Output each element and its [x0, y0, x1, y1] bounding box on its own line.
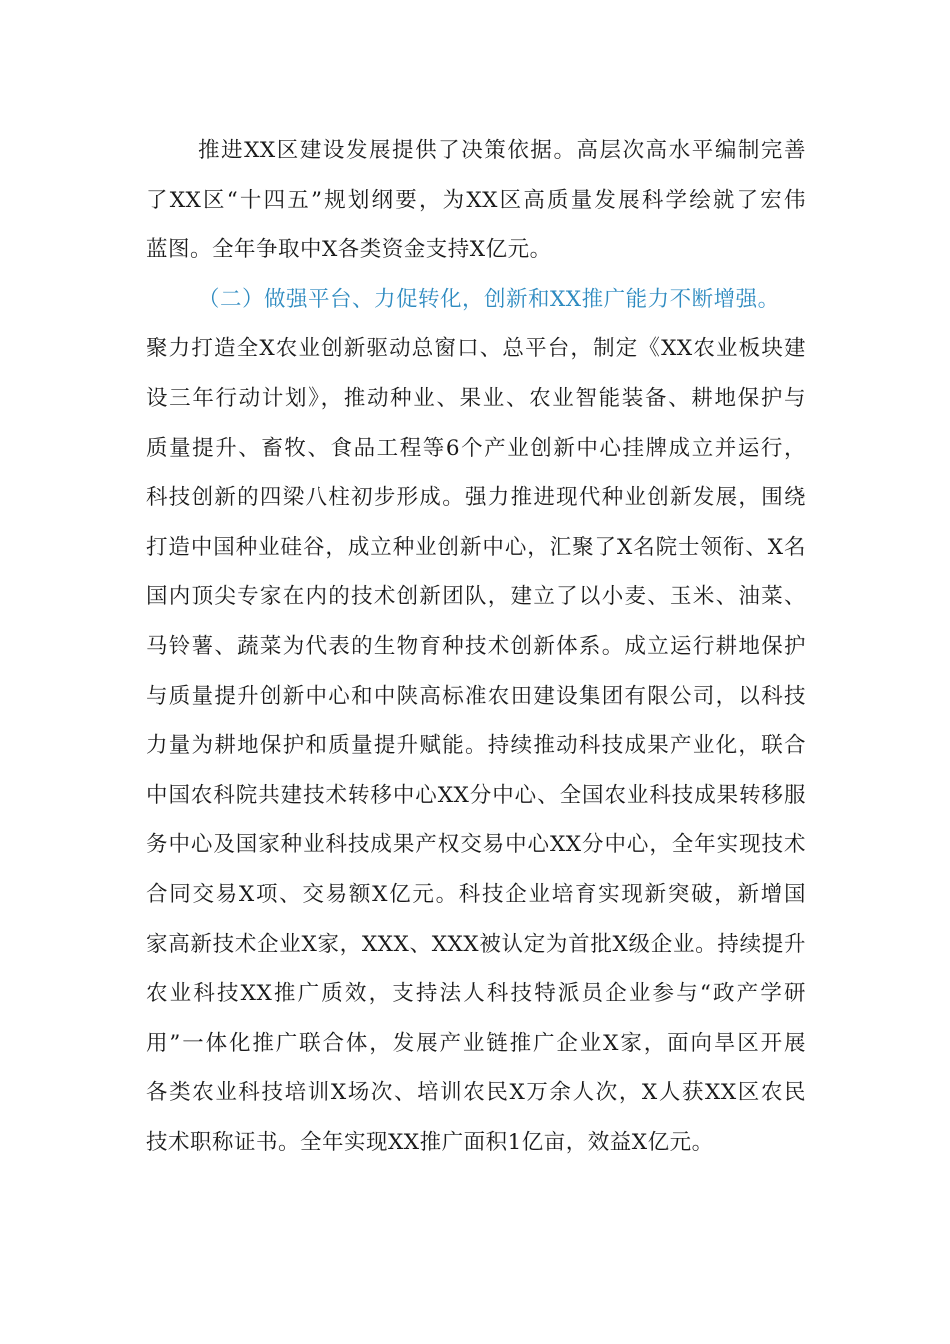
paragraph-1-line-2: 了XX区“十四五”规划纲要，为XX区高质量发展科学绘就了宏伟	[146, 187, 806, 213]
paragraph-2-line-14: 农业科技XX推广质效，支持法人科技特派员企业参与“政产学研	[146, 981, 806, 1007]
paragraph-2-line-16: 各类农业科技培训X场次、培训农民X万余人次，X人获XX区农民	[146, 1080, 806, 1106]
paragraph-2-line-9: 力量为耕地保护和质量提升赋能。持续推动科技成果产业化，联合	[146, 733, 806, 759]
paragraph-2-line-12: 合同交易X项、交易额X亿元。科技企业培育实现新突破，新增国	[146, 881, 806, 907]
paragraph-1-line-1: 推进XX区建设发展提供了决策依据。高层次高水平编制完善	[198, 138, 806, 163]
paragraph-2-line-6: 国内顶尖专家在内的技术创新团队，建立了以小麦、玉米、油菜、	[146, 584, 806, 610]
paragraph-2-line-1: 聚力打造全X农业创新驱动总窗口、总平台，制定《XX农业板块建	[146, 336, 806, 362]
paragraph-2-line-3: 质量提升、畜牧、食品工程等6个产业创新中心挂牌成立并运行，	[146, 435, 806, 461]
paragraph-1-line-3: 蓝图。全年争取中X各类资金支持X亿元。	[146, 237, 552, 263]
paragraph-2-line-5: 打造中国种业硅谷，成立种业创新中心，汇聚了X名院士领衔、X名	[146, 534, 806, 560]
paragraph-2-line-11: 务中心及国家种业科技成果产权交易中心XX分中心，全年实现技术	[146, 832, 806, 858]
section-heading: （二）做强平台、力促转化，创新和XX推广能力不断增强。	[198, 286, 780, 312]
paragraph-2-line-10: 中国农科院共建技术转移中心XX分中心、全国农业科技成果转移服	[146, 782, 806, 808]
paragraph-1	[146, 126, 806, 275]
paragraph-2-line-17: 技术职称证书。全年实现XX推广面积1亿亩，效益X亿元。	[146, 1129, 714, 1155]
document-page	[146, 126, 806, 1167]
paragraph-2-line-13: 家高新技术企业X家，XXX、XXX被认定为首批X级企业。持续提升	[146, 931, 806, 957]
paragraph-2-line-8: 与质量提升创新中心和中陕高标准农田建设集团有限公司，以科技	[146, 683, 806, 709]
paragraph-2-line-2: 设三年行动计划》，推动种业、果业、农业智能装备、耕地保护与	[146, 385, 806, 411]
paragraph-2	[146, 275, 806, 1168]
paragraph-2-line-15: 用”一体化推广联合体，发展产业链推广企业X家，面向旱区开展	[146, 1030, 806, 1056]
paragraph-2-line-7: 马铃薯、蔬菜为代表的生物育种技术创新体系。成立运行耕地保护	[146, 633, 806, 659]
paragraph-2-line-4: 科技创新的四梁八柱初步形成。强力推进现代种业创新发展，围绕	[146, 485, 806, 511]
